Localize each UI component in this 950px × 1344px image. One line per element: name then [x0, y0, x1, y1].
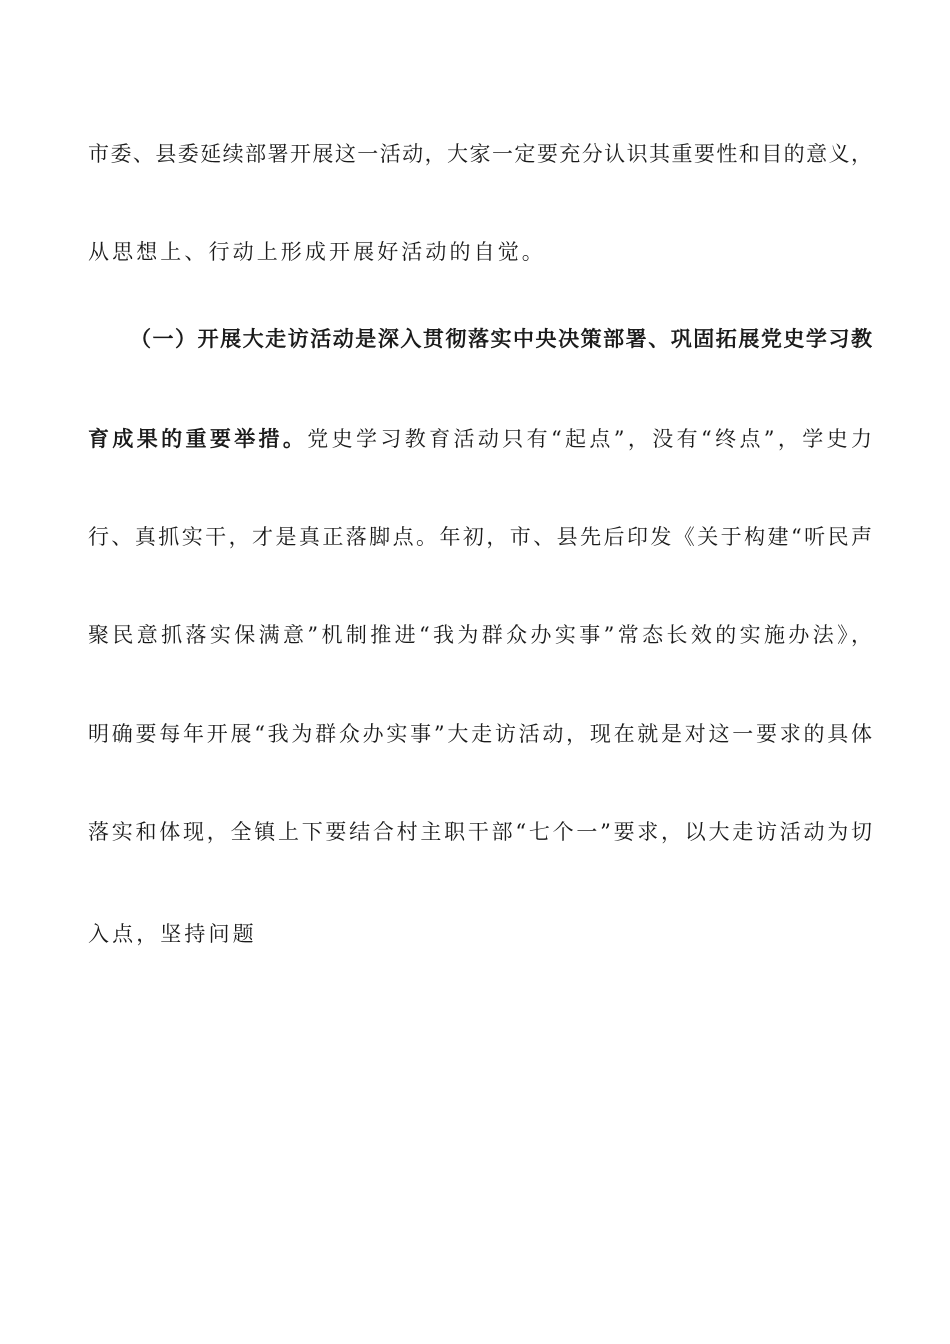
- paragraph-line-7: 落实和体现，全镇上下要结合村主职干部“七个一”要求，以大走访活动为切: [88, 820, 872, 844]
- paragraph-line-5: 聚民意抓落实保满意”机制推进“我为群众办实事”常态长效的实施办法》，: [88, 623, 872, 647]
- paragraph-line-3-text: 党史学习教育活动只有“起点”，没有“终点”，学史力: [307, 427, 872, 451]
- paragraph-line-6: 明确要每年开展“我为群众办实事”大走访活动，现在就是对这一要求的具体: [88, 722, 872, 746]
- paragraph-line-8: 入点，坚持问题: [88, 922, 257, 946]
- paragraph-line-2: 从思想上、行动上形成开展好活动的自觉。: [88, 240, 546, 264]
- section-heading-line-2: 育成果的重要举措。: [88, 427, 308, 451]
- paragraph-line-4: 行、真抓实干，才是真正落脚点。年初，市、县先后印发《关于构建“听民声: [88, 525, 872, 549]
- section-heading-line-1: （一）开展大走访活动是深入贯彻落实中央决策部署、巩固拓展党史学习教: [130, 327, 872, 351]
- paragraph-line-1: 市委、县委延续部署开展这一活动，大家一定要充分认识其重要性和目的意义，: [88, 142, 872, 166]
- paragraph-line-3: [88, 425, 872, 453]
